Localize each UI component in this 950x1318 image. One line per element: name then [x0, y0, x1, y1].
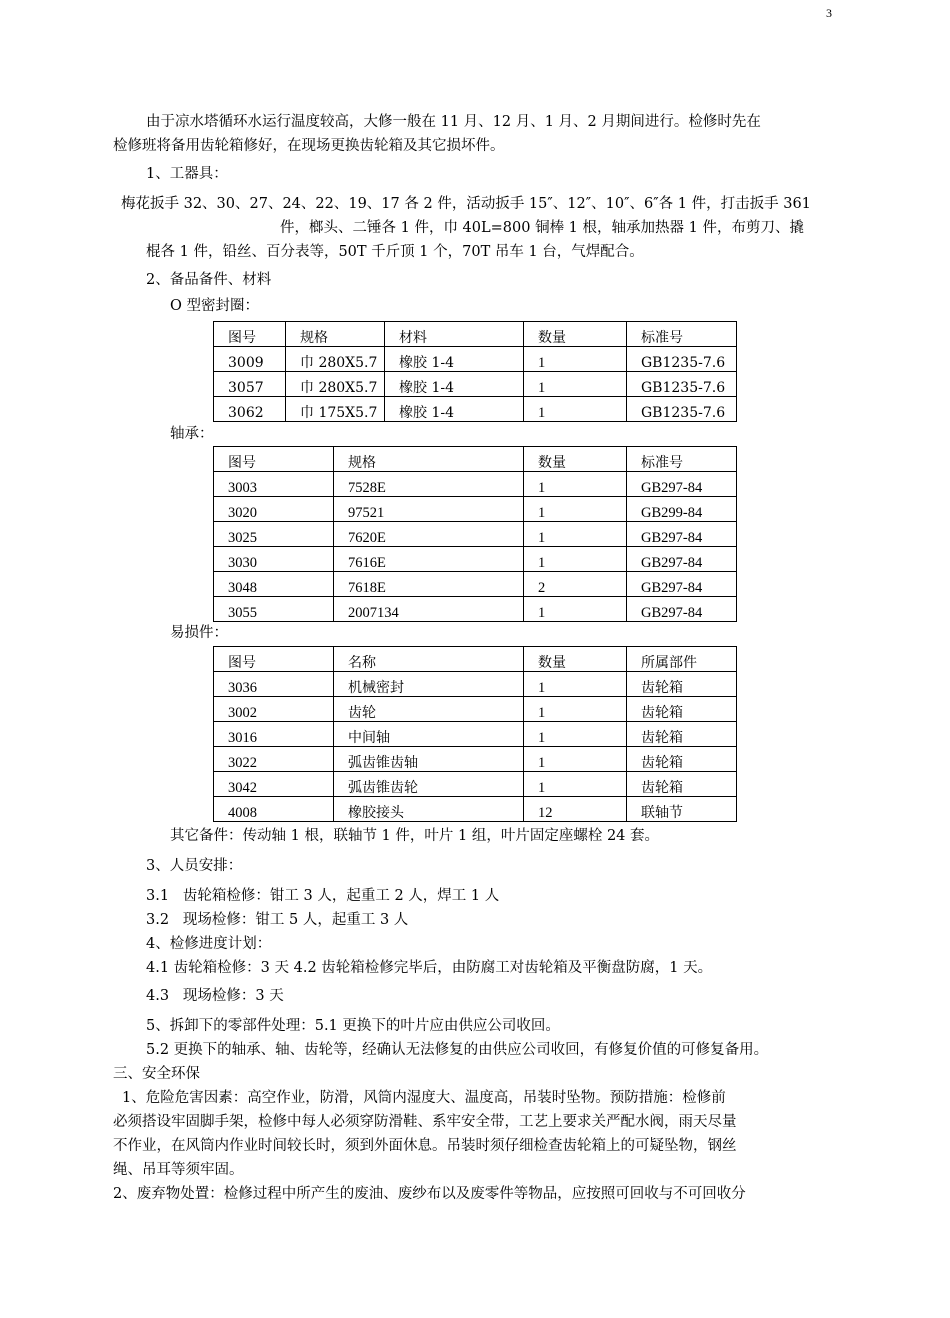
table-cell: 3062: [214, 397, 286, 422]
table-cell: 2007134: [334, 597, 524, 622]
header-cell: 材料: [385, 322, 524, 347]
table-cell: 3003: [214, 472, 334, 497]
table-row: [214, 347, 737, 372]
table-cell: GB297-84: [627, 472, 737, 497]
table-cell: 12: [524, 797, 627, 822]
table-cell: 巾 175X5.7: [286, 397, 385, 422]
table-cell: 7618E: [334, 572, 524, 597]
table-cell: 齿轮: [334, 697, 524, 722]
intro-line-1: 由于凉水塔循环水运行温度较高，大修一般在 11 月、12 月、1 月、2 月期间进行。检修时先在: [146, 114, 761, 130]
table-cell: 齿轮箱: [627, 722, 737, 747]
table-cell: GB1235-7.6: [627, 347, 737, 372]
table-cell: 1: [524, 672, 627, 697]
table-cell: 橡胶 1-4: [385, 347, 524, 372]
tools-line-2: 件，榔头、二锤各 1 件，巾 40L=800 铜棒 1 根，轴承加热器 1 件，布剪刀、撬: [280, 220, 804, 236]
header-cell: 数量: [524, 322, 627, 347]
table-cell: 1: [524, 547, 627, 572]
table-row: [214, 697, 737, 722]
table-cell: 1: [524, 497, 627, 522]
table-row: [214, 772, 737, 797]
table-cell: GB1235-7.6: [627, 372, 737, 397]
hazard-line-1: 1、危险危害因素：高空作业，防滑，风筒内湿度大、温度高，吊装时坠物。预防措施：检修前: [122, 1090, 726, 1106]
oring-table: [213, 321, 737, 422]
table-cell: 1: [524, 347, 627, 372]
schedule-heading: 4、检修进度计划：: [146, 936, 272, 952]
table-cell: 巾 280X5.7: [286, 347, 385, 372]
table-cell: 齿轮箱: [627, 672, 737, 697]
header-cell: 图号: [214, 647, 334, 672]
table-row: [214, 472, 737, 497]
table-row: [214, 797, 737, 822]
table-cell: 1: [524, 597, 627, 622]
table-cell: 3002: [214, 697, 334, 722]
table-cell: 橡胶接头: [334, 797, 524, 822]
header-cell: 标准号: [627, 447, 737, 472]
table-cell: 1: [524, 522, 627, 547]
tools-line-1: 梅花扳手 32、30、27、24、22、19、17 各 2 件，活动扳手 15″、12″、10″、6″各 1 件，打击扳手 361: [121, 196, 811, 212]
table-cell: 2: [524, 572, 627, 597]
header-cell: 规格: [286, 322, 385, 347]
bearing-table: [213, 446, 737, 622]
tools-heading: 1、工器具：: [146, 166, 228, 182]
table-cell: 1: [524, 472, 627, 497]
table-header-row: [214, 447, 737, 472]
table-row: [214, 747, 737, 772]
schedule-item-1: 4.1 齿轮箱检修：3 天 4.2 齿轮箱检修完毕后，由防腐工对齿轮箱及平衡盘防腐，1 天。: [146, 960, 713, 976]
header-cell: 规格: [334, 447, 524, 472]
table-cell: 齿轮箱: [627, 772, 737, 797]
table-cell: 7620E: [334, 522, 524, 547]
header-cell: 所属部件: [627, 647, 737, 672]
parts-line-1: 5、拆卸下的零部件处理：5.1 更换下的叶片应由供应公司收回。: [146, 1018, 560, 1034]
table-cell: 3055: [214, 597, 334, 622]
safety-heading: 三、安全环保: [113, 1066, 200, 1082]
table-cell: 齿轮箱: [627, 697, 737, 722]
table-cell: 4008: [214, 797, 334, 822]
table-cell: 3022: [214, 747, 334, 772]
table-cell: 弧齿锥齿轴: [334, 747, 524, 772]
table-row: [214, 397, 737, 422]
table-cell: 1: [524, 772, 627, 797]
staff-heading: 3、人员安排：: [146, 858, 243, 874]
table-cell: 3025: [214, 522, 334, 547]
table-cell: 巾 280X5.7: [286, 372, 385, 397]
bearing-label: 轴承：: [170, 426, 214, 442]
table-cell: 弧齿锥齿轮: [334, 772, 524, 797]
spares-heading: 2、备品备件、材料: [146, 272, 272, 288]
table-cell: 97521: [334, 497, 524, 522]
table-row: [214, 722, 737, 747]
table-cell: 3020: [214, 497, 334, 522]
table-row: [214, 547, 737, 572]
table-cell: GB297-84: [627, 522, 737, 547]
table-header-row: [214, 322, 737, 347]
table-cell: 中间轴: [334, 722, 524, 747]
table-cell: 3016: [214, 722, 334, 747]
table-cell: 3036: [214, 672, 334, 697]
parts-line-2: 5.2 更换下的轴承、轴、齿轮等，经确认无法修复的由供应公司收回，有修复价值的可修复备用。: [146, 1042, 769, 1058]
table-cell: 7616E: [334, 547, 524, 572]
table-cell: 1: [524, 372, 627, 397]
staff-item-1: 3.1 齿轮箱检修：钳工 3 人，起重工 2 人，焊工 1 人: [146, 888, 500, 904]
staff-item-2: 3.2 现场检修：钳工 5 人，起重工 3 人: [146, 912, 409, 928]
table-cell: GB297-84: [627, 547, 737, 572]
table-cell: 1: [524, 697, 627, 722]
header-cell: 标准号: [627, 322, 737, 347]
table-row: [214, 597, 737, 622]
table-cell: 联轴节: [627, 797, 737, 822]
table-cell: 3042: [214, 772, 334, 797]
other-spares: 其它备件：传动轴 1 根，联轴节 1 件，叶片 1 组，叶片固定座螺栓 24 套。: [170, 828, 659, 844]
page-number: 3: [826, 6, 832, 20]
table-cell: GB1235-7.6: [627, 397, 737, 422]
hazard-line-4: 绳、吊耳等须牢固。: [113, 1162, 244, 1178]
table-cell: 1: [524, 747, 627, 772]
waste-line: 2、废弃物处置：检修过程中所产生的废油、废纱布以及废零件等物品，应按照可回收与不可回收分: [113, 1186, 746, 1202]
table-cell: 3009: [214, 347, 286, 372]
table-cell: 3030: [214, 547, 334, 572]
table-cell: GB297-84: [627, 572, 737, 597]
tools-line-3: 棍各 1 件，铅丝、百分表等，50T 千斤顶 1 个，70T 吊车 1 台，气焊配合。: [146, 244, 644, 260]
hazard-line-2: 必须搭设牢固脚手架，检修中每人必须穿防滑鞋、系牢安全带，工艺上要求关严配水阀，雨天尽量: [113, 1114, 737, 1130]
table-row: [214, 572, 737, 597]
table-header-row: [214, 647, 737, 672]
header-cell: 名称: [334, 647, 524, 672]
table-cell: 7528E: [334, 472, 524, 497]
table-cell: 机械密封: [334, 672, 524, 697]
table-cell: GB299-84: [627, 497, 737, 522]
table-cell: GB297-84: [627, 597, 737, 622]
oring-label: O 型密封圈：: [170, 298, 259, 314]
table-row: [214, 522, 737, 547]
table-cell: 齿轮箱: [627, 747, 737, 772]
table-row: [214, 672, 737, 697]
wear-label: 易损件：: [170, 625, 228, 641]
table-row: [214, 497, 737, 522]
table-cell: 1: [524, 722, 627, 747]
header-cell: 图号: [214, 322, 286, 347]
intro-line-2: 检修班将备用齿轮箱修好，在现场更换齿轮箱及其它损坏件。: [113, 138, 505, 154]
table-cell: 3057: [214, 372, 286, 397]
header-cell: 数量: [524, 647, 627, 672]
header-cell: 图号: [214, 447, 334, 472]
table-row: [214, 372, 737, 397]
table-cell: 3048: [214, 572, 334, 597]
table-cell: 橡胶 1-4: [385, 397, 524, 422]
table-cell: 橡胶 1-4: [385, 372, 524, 397]
schedule-item-2: 4.3 现场检修：3 天: [146, 988, 284, 1004]
hazard-line-3: 不作业，在风筒内作业时间较长时，须到外面休息。吊装时须仔细检查齿轮箱上的可疑坠物，钢丝: [113, 1138, 737, 1154]
header-cell: 数量: [524, 447, 627, 472]
wear-parts-table: [213, 646, 737, 822]
table-cell: 1: [524, 397, 627, 422]
